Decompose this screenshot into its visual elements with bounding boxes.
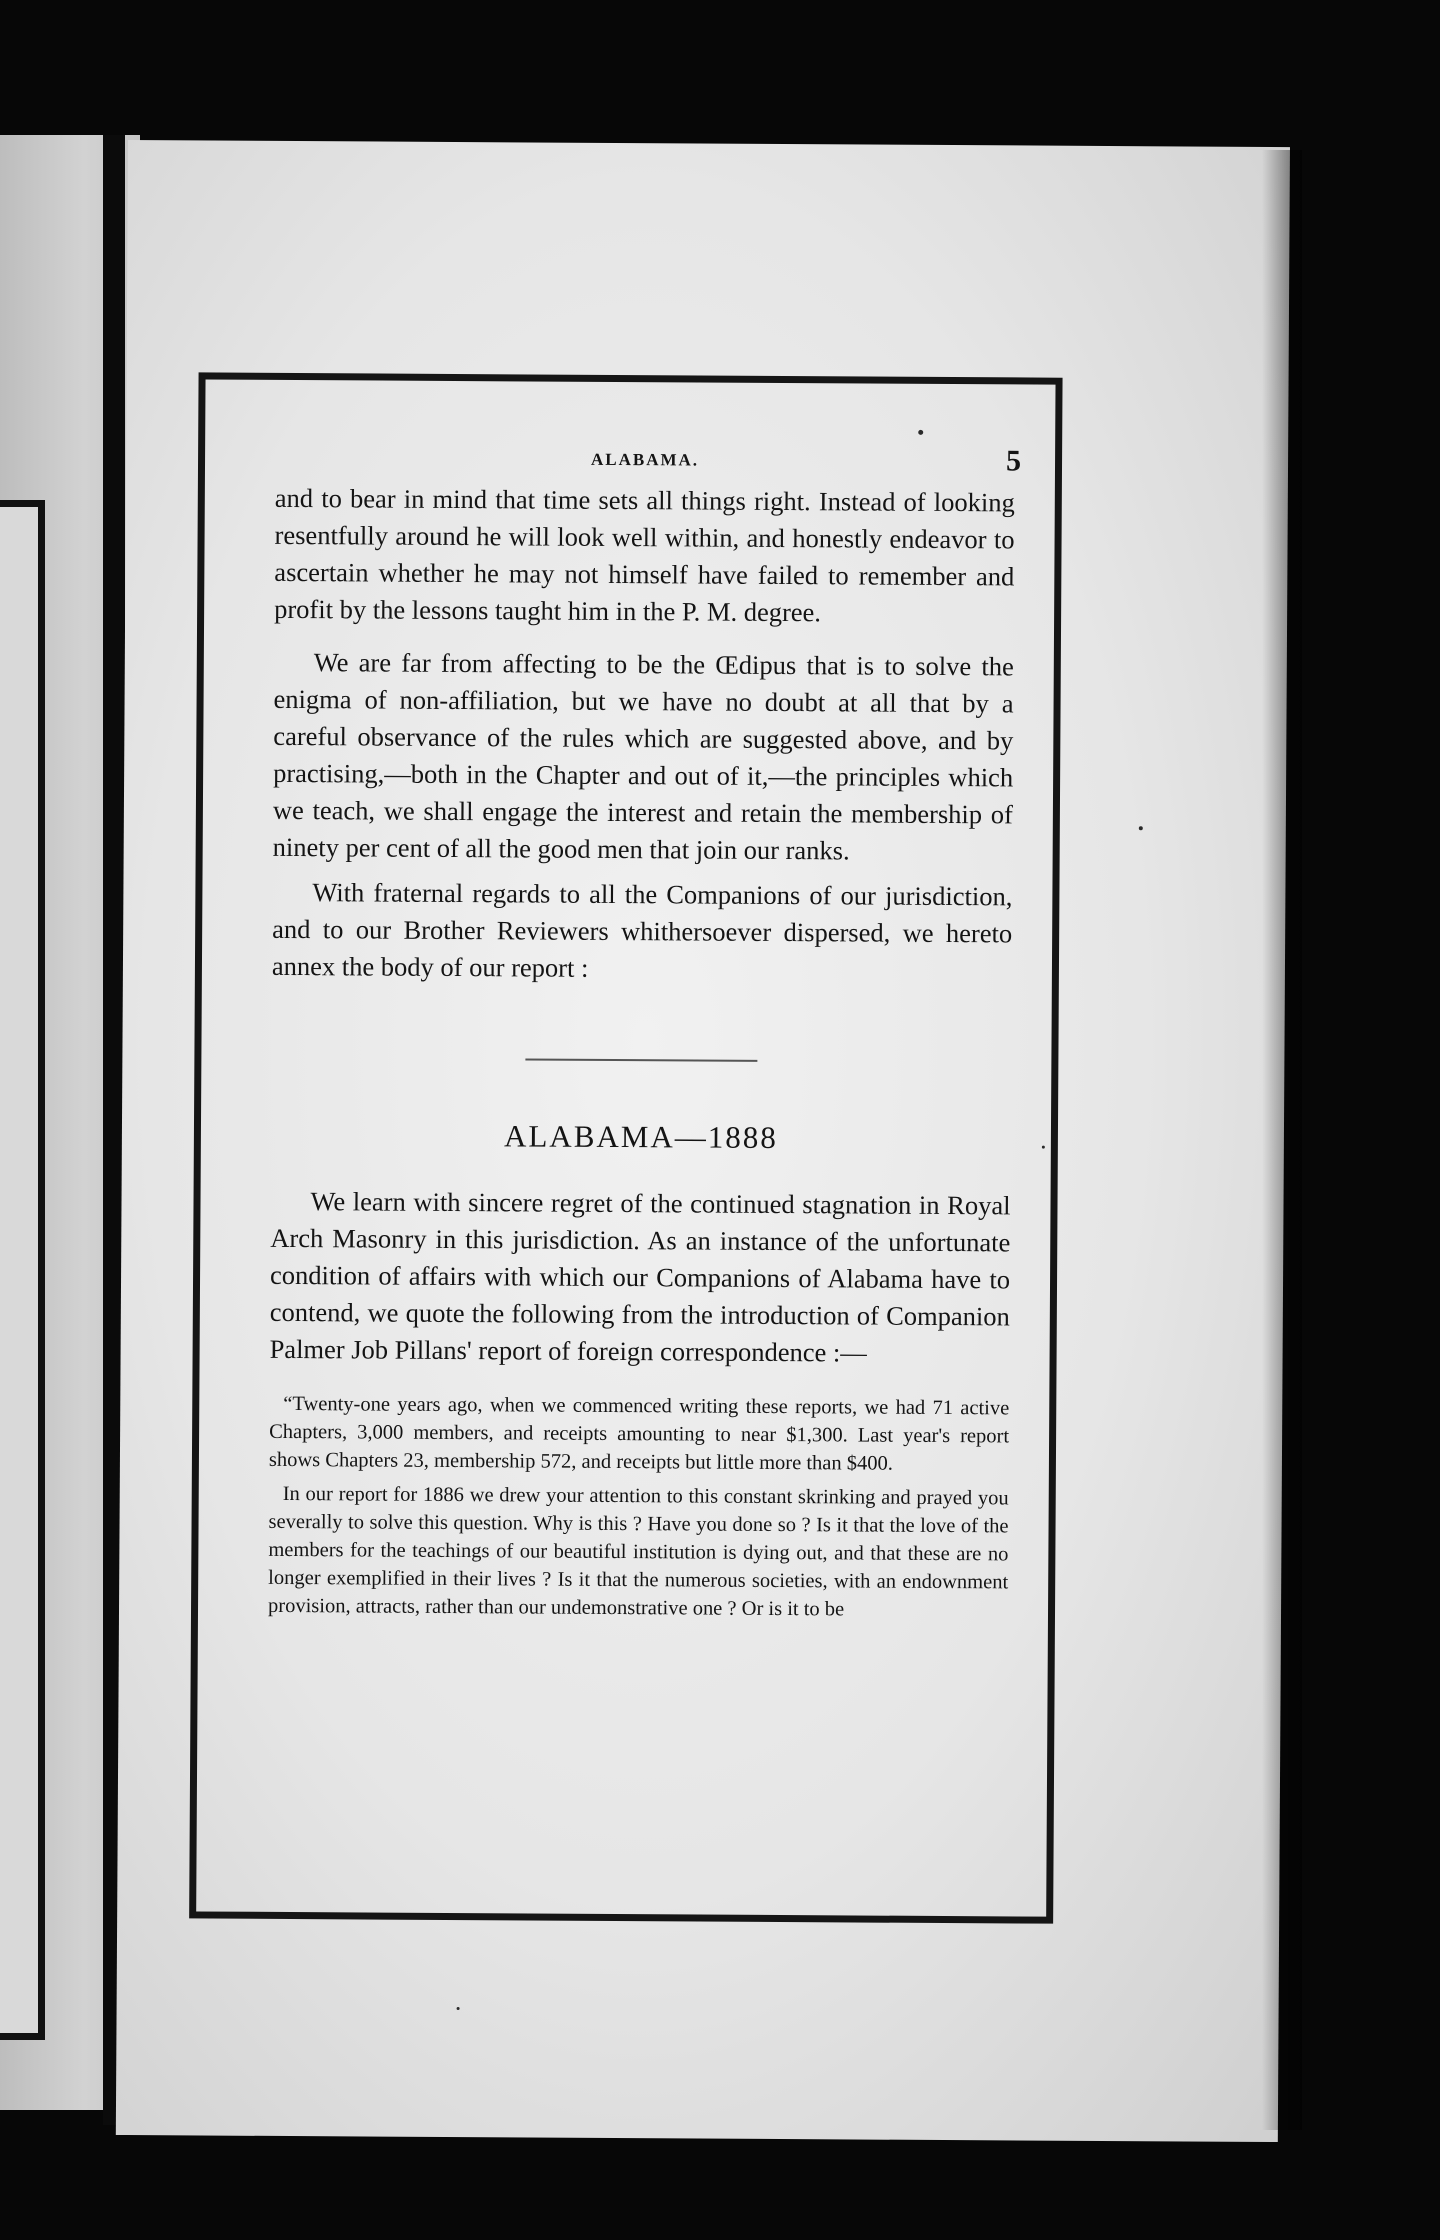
facing-page-frame	[0, 500, 45, 2040]
page-number: 5	[1005, 444, 1022, 478]
paragraph-fraternal-regards: With fraternal regards to all the Companions of our jurisdiction, and to our Brother Reviewers whithersoever dispersed, we hereto annex the body of our report :	[271, 877, 1013, 983]
running-title: ALABAMA.	[590, 449, 700, 470]
scan-speck	[1139, 826, 1143, 830]
page-border-frame	[189, 372, 1062, 1923]
book-page	[116, 140, 1290, 2142]
page-text-block	[267, 440, 1022, 1624]
quotation-paragraph: In our report for 1886 we drew your attention to this constant skrinking and prayed you severally to solve this question. Why is this ? Have you done so ? Is it that the love of the members for the teachings of our beautiful institution is dying out, and that these are no longer exemplified in their lives ? Is it that the numerous societies, with an endownment provision, attracts, rather than our undemonstrative one ? Or is it to be	[267, 1482, 1009, 1621]
running-head	[275, 440, 1022, 485]
paragraph-oedipus: We are far from affecting to be the Œdipus that is to solve the enigma of non-affiliation, but we have no doubt at all that by a careful observance of the rules which are suggested above, and by practising,—both in the Chapter and out of it,—the principles which we teach, we shall engage the interest and retain the membership of ninety per cent of all the good men that join our ranks.	[272, 647, 1014, 866]
section-heading: ALABAMA—1888	[503, 1118, 778, 1155]
section-divider	[525, 1058, 757, 1061]
quotation-paragraph: “Twenty-one years ago, when we commenced writing these reports, we had 71 active Chapters, 3,000 members, and receipts amounting to near $1,300. Last year's report shows Chapters 23, membership 572, and receipts but little more than $400.	[268, 1392, 1010, 1475]
paragraph-stagnation: We learn with sincere regret of the continued stagnation in Royal Arch Masonry in this jurisdiction. As an instance of the unfortunate condition of affairs with which our Companions of Alabama have to contend, we quote the following from the introduction of Companion Palmer Job Pillans' report of foreign correspondence :—	[269, 1186, 1011, 1368]
scan-speck	[1042, 1146, 1045, 1149]
scan-speck	[457, 2007, 460, 2010]
page-edge-shadow	[1262, 150, 1302, 2130]
paragraph-continuation: and to bear in mind that time sets all things right. Instead of looking resentfully around he will look well within, and honestly endeavor to ascertain whether he may not himself have failed to remember and profit by the lessons taught him in the P. M. degree.	[274, 482, 1015, 628]
scan-speck	[918, 430, 923, 435]
